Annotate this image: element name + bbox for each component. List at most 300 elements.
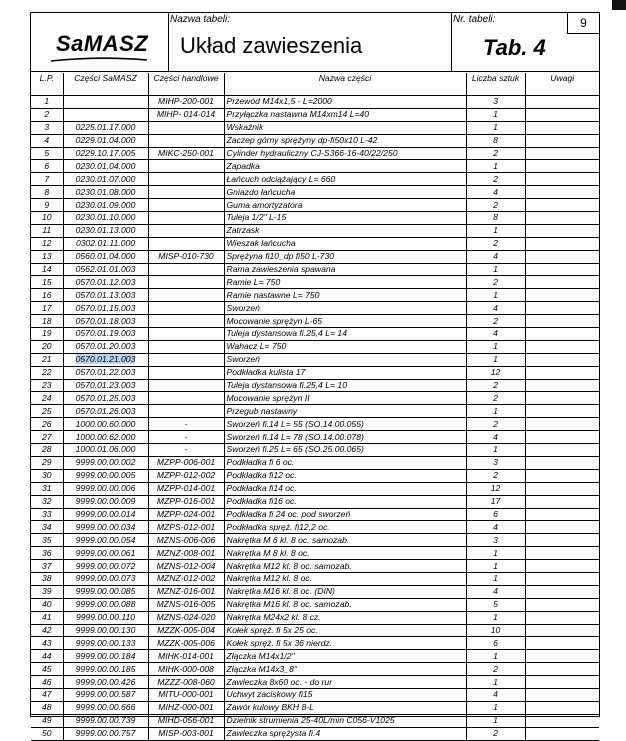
cell-lp: 10: [31, 212, 63, 225]
cell-samasz: 0570.01.20.003: [63, 340, 148, 353]
cell-nazwa: Sworzeń fi.14 L= 78 (SO.14.00.078): [224, 431, 466, 444]
cell-uwagi: [525, 637, 599, 650]
table-name-cell: [168, 13, 452, 71]
table-row: [31, 444, 599, 457]
table-row: [31, 714, 599, 727]
cell-nazwa: Sworzeń fi.14 L= 55 (SO.14.00.055): [224, 418, 466, 431]
cell-samasz: 9999.00.00.185: [63, 663, 148, 676]
table-row: [31, 405, 599, 418]
cell-uwagi: [525, 276, 599, 289]
cell-samasz: 0570.01.26.003: [63, 405, 148, 418]
cell-uwagi: [525, 392, 599, 405]
cell-samasz: 9999.00.00.426: [63, 676, 148, 689]
page-number: 9: [567, 13, 599, 34]
cell-lp: 44: [31, 650, 63, 663]
cell-liczba: 4: [466, 328, 525, 341]
cell-uwagi: [525, 160, 599, 173]
cell-liczba: 17: [466, 495, 525, 508]
cell-nazwa: Zatrzask: [224, 224, 466, 237]
cell-liczba: 2: [466, 173, 525, 186]
cell-handlowe: [148, 315, 224, 328]
cell-handlowe: MZNS-024-020: [148, 611, 224, 624]
cell-liczba: 1: [466, 353, 525, 366]
cell-samasz: [63, 108, 148, 121]
cell-samasz: 0229.10.17.005: [63, 147, 148, 160]
table-row: [31, 212, 599, 225]
col-header-nazwa: Nazwa części: [224, 73, 466, 96]
cell-nazwa: Gniazdo łańcucha: [224, 186, 466, 199]
cell-liczba: 1: [466, 108, 525, 121]
cell-lp: 35: [31, 534, 63, 547]
table-row: [31, 199, 599, 212]
table-row: [31, 121, 599, 134]
cell-samasz: 0230.01.07.000: [63, 173, 148, 186]
table-row: [31, 650, 599, 663]
cell-samasz: 9999.00.00.184: [63, 650, 148, 663]
cell-nazwa: Mocowanie sprężyn II: [224, 392, 466, 405]
cell-uwagi: [525, 598, 599, 611]
cell-liczba: 4: [466, 302, 525, 315]
cell-lp: 28: [31, 444, 63, 457]
cell-liczba: 1: [466, 263, 525, 276]
cell-liczba: 1: [466, 121, 525, 134]
table-row: [31, 186, 599, 199]
cell-liczba: 1: [466, 560, 525, 573]
cell-liczba: 3: [466, 96, 525, 109]
cell-lp: 40: [31, 598, 63, 611]
cell-handlowe: MZPP-016-001: [148, 495, 224, 508]
table-row: [31, 676, 599, 689]
cell-handlowe: [148, 392, 224, 405]
cell-nazwa: Tuleja dystansowa fi.25,4 L= 14: [224, 328, 466, 341]
cell-handlowe: [148, 340, 224, 353]
cell-uwagi: [525, 173, 599, 186]
cell-lp: 5: [31, 147, 63, 160]
cell-handlowe: MITU-000-001: [148, 688, 224, 701]
cell-handlowe: MISP-003-001: [148, 727, 224, 740]
table-header-row: [31, 73, 599, 96]
cell-handlowe: [148, 237, 224, 250]
cell-samasz: 0562.01.01.003: [63, 263, 148, 276]
cell-uwagi: [525, 134, 599, 147]
table-number: Tab. 4: [483, 35, 546, 60]
cell-liczba: 4: [466, 585, 525, 598]
cell-samasz: 0570.01.23.003: [63, 379, 148, 392]
cell-uwagi: [525, 585, 599, 598]
cell-uwagi: [525, 456, 599, 469]
cell-liczba: 1: [466, 701, 525, 714]
table-number-caption: Nr. tabeli:: [453, 14, 496, 25]
cell-samasz: 0570.01.12.003: [63, 276, 148, 289]
cell-samasz: 0229.01.04.000: [63, 134, 148, 147]
cell-samasz: [63, 353, 148, 366]
cell-nazwa: Przyłączka nastawna M14xm14 L=40: [224, 108, 466, 121]
cell-liczba: 4: [466, 250, 525, 263]
cell-uwagi: [525, 508, 599, 521]
cell-handlowe: MZNZ-008-001: [148, 547, 224, 560]
cell-liczba: 1: [466, 650, 525, 663]
cell-uwagi: [525, 444, 599, 457]
cell-lp: 1: [31, 96, 63, 109]
cell-samasz: 0570.01.25.003: [63, 392, 148, 405]
cell-lp: 45: [31, 663, 63, 676]
cell-liczba: 1: [466, 289, 525, 302]
cell-liczba: 2: [466, 237, 525, 250]
cell-uwagi: [525, 96, 599, 109]
cell-lp: 33: [31, 508, 63, 521]
cell-handlowe: MIHP-200-001: [148, 96, 224, 109]
cell-samasz: 0302.01.11.000: [63, 237, 148, 250]
cell-samasz: 9999.00.00.002: [63, 456, 148, 469]
cell-lp: 23: [31, 379, 63, 392]
cell-samasz: 0230.01.09.000: [63, 199, 148, 212]
cell-lp: 16: [31, 289, 63, 302]
table-row: [31, 418, 599, 431]
cell-nazwa: Kołek spręż. fi 5x 25 oc.: [224, 624, 466, 637]
highlighted-part-number: 0570.01.21.003: [75, 354, 136, 365]
table-row: [31, 250, 599, 263]
cell-liczba: 2: [466, 418, 525, 431]
cell-uwagi: [525, 676, 599, 689]
cell-lp: 39: [31, 585, 63, 598]
cell-handlowe: MIHK-014-001: [148, 650, 224, 663]
cell-samasz: 0570.01.19.003: [63, 328, 148, 341]
table-name-caption: Nazwa tabeli:: [170, 14, 231, 25]
cell-liczba: 2: [466, 392, 525, 405]
cell-lp: 8: [31, 186, 63, 199]
cell-samasz: 0570.01.22.003: [63, 366, 148, 379]
cell-samasz: 9999.00.00.005: [63, 469, 148, 482]
cell-liczba: 1: [466, 405, 525, 418]
cell-lp: 25: [31, 405, 63, 418]
cell-nazwa: Guma amortyzatora: [224, 199, 466, 212]
table-row: [31, 134, 599, 147]
table-row: [31, 263, 599, 276]
cell-samasz: 9999.00.00.757: [63, 727, 148, 740]
cell-samasz: 1000.00.62.000: [63, 431, 148, 444]
cell-uwagi: [525, 289, 599, 302]
cell-handlowe: [148, 276, 224, 289]
cell-lp: 11: [31, 224, 63, 237]
cell-lp: 4: [31, 134, 63, 147]
cell-handlowe: MZNZ-016-001: [148, 585, 224, 598]
table-row: [31, 572, 599, 585]
cell-liczba: 8: [466, 134, 525, 147]
cell-liczba: 4: [466, 431, 525, 444]
cell-liczba: 2: [466, 199, 525, 212]
cell-nazwa: Nakrętka M12 kl. 8 oc.: [224, 572, 466, 585]
cell-nazwa: Uchwyt zaciskowy fi15: [224, 688, 466, 701]
cell-samasz: [63, 96, 148, 109]
cell-uwagi: [525, 482, 599, 495]
cell-handlowe: MZNS-016-005: [148, 598, 224, 611]
table-row: [31, 560, 599, 573]
cell-nazwa: Podkładka fi14 oc.: [224, 482, 466, 495]
table-row: [31, 147, 599, 160]
cell-handlowe: [148, 263, 224, 276]
table-row: [31, 482, 599, 495]
cell-lp: 13: [31, 250, 63, 263]
cell-samasz: 9999.00.00.587: [63, 688, 148, 701]
cell-lp: 21: [31, 353, 63, 366]
cell-samasz: 9999.00.00.034: [63, 521, 148, 534]
cell-liczba: 2: [466, 663, 525, 676]
cell-lp: 17: [31, 302, 63, 315]
cell-lp: 37: [31, 560, 63, 573]
cell-handlowe: [148, 224, 224, 237]
cell-nazwa: Nakrętka M16 kl. 8 oc. samozab.: [224, 598, 466, 611]
cell-handlowe: MZZK-005-004: [148, 624, 224, 637]
cell-samasz: 0570.01.15.003: [63, 302, 148, 315]
cell-liczba: 6: [466, 508, 525, 521]
cell-uwagi: [525, 199, 599, 212]
cell-uwagi: [525, 108, 599, 121]
cell-samasz: 9999.00.00.133: [63, 637, 148, 650]
table-body: [31, 96, 599, 741]
cell-handlowe: MIKC-250-001: [148, 147, 224, 160]
cell-samasz: 0570.01.13.003: [63, 289, 148, 302]
cell-handlowe: [148, 186, 224, 199]
cell-liczba: 1: [466, 444, 525, 457]
cell-handlowe: MZPP-024-001: [148, 508, 224, 521]
cell-uwagi: [525, 521, 599, 534]
cell-handlowe: [148, 134, 224, 147]
cell-nazwa: Podkładka fi 6 oc.: [224, 456, 466, 469]
table-row: [31, 585, 599, 598]
table-row: [31, 340, 599, 353]
cell-handlowe: MIHK-000-008: [148, 663, 224, 676]
cell-uwagi: [525, 186, 599, 199]
col-header-uwagi: Uwagi: [525, 73, 599, 96]
cell-handlowe: [148, 121, 224, 134]
cell-uwagi: [525, 624, 599, 637]
table-row: [31, 353, 599, 366]
cell-uwagi: [525, 418, 599, 431]
table-row: [31, 611, 599, 624]
cell-nazwa: Przegub nastawny: [224, 405, 466, 418]
cell-liczba: 12: [466, 482, 525, 495]
cell-samasz: 9999.00.00.061: [63, 547, 148, 560]
cell-nazwa: Wskaźnik: [224, 121, 466, 134]
cell-lp: 38: [31, 572, 63, 585]
cell-handlowe: MZZZ-008-060: [148, 676, 224, 689]
cell-liczba: 2: [466, 727, 525, 740]
table-row: [31, 637, 599, 650]
cell-handlowe: MZPP-006-001: [148, 456, 224, 469]
col-header-samasz: Części SaMASZ: [63, 73, 148, 96]
cell-lp: 49: [31, 714, 63, 727]
cell-uwagi: [525, 302, 599, 315]
cell-uwagi: [525, 250, 599, 263]
cell-nazwa: Podkładka fi12 oc.: [224, 469, 466, 482]
col-header-liczba: Liczba sztuk: [466, 73, 525, 96]
cell-lp: 22: [31, 366, 63, 379]
cell-liczba: 1: [466, 572, 525, 585]
cell-nazwa: Złączka M14x1/2": [224, 650, 466, 663]
cell-samasz: 9999.00.00.009: [63, 495, 148, 508]
cell-liczba: 1: [466, 224, 525, 237]
cell-nazwa: Łańcuch odciążający L= 660: [224, 173, 466, 186]
cell-samasz: 1000.00.60.000: [63, 418, 148, 431]
table-row: [31, 431, 599, 444]
cell-lp: 19: [31, 328, 63, 341]
cell-samasz: 0230.01.08.000: [63, 186, 148, 199]
cell-uwagi: [525, 572, 599, 585]
cell-liczba: 8: [466, 212, 525, 225]
cell-nazwa: Podkładka spręż. fi12,2 oc.: [224, 521, 466, 534]
cell-liczba: 2: [466, 469, 525, 482]
cell-nazwa: Sprężyna fi10_dp fi50 L-730: [224, 250, 466, 263]
table-row: [31, 495, 599, 508]
cell-samasz: 9999.00.00.088: [63, 598, 148, 611]
cell-uwagi: [525, 611, 599, 624]
cell-uwagi: [525, 353, 599, 366]
cell-handlowe: MZNZ-012-002: [148, 572, 224, 585]
table-row: [31, 366, 599, 379]
cell-lp: 12: [31, 237, 63, 250]
cell-samasz: 9999.00.00.014: [63, 508, 148, 521]
cell-samasz: 1000.01.06.000: [63, 444, 148, 457]
cell-handlowe: MZZK-005-006: [148, 637, 224, 650]
cell-uwagi: [525, 650, 599, 663]
table-row: [31, 469, 599, 482]
table-row: [31, 508, 599, 521]
cell-liczba: 4: [466, 688, 525, 701]
cell-handlowe: [148, 212, 224, 225]
cell-nazwa: Wieszak łańcucha: [224, 237, 466, 250]
cell-nazwa: Nakrętka M 6 kl. 8 oc. samozab.: [224, 534, 466, 547]
cell-handlowe: MIHD-056-001: [148, 714, 224, 727]
cell-lp: 50: [31, 727, 63, 740]
cell-liczba: 1: [466, 676, 525, 689]
cell-lp: 24: [31, 392, 63, 405]
cell-uwagi: [525, 714, 599, 727]
cell-nazwa: Zaczep górny sprężyny dp-fi50x10 L-42: [224, 134, 466, 147]
cell-uwagi: [525, 379, 599, 392]
cell-liczba: 1: [466, 547, 525, 560]
cell-lp: 48: [31, 701, 63, 714]
table-row: [31, 379, 599, 392]
cell-handlowe: [148, 199, 224, 212]
cell-samasz: 9999.00.00.739: [63, 714, 148, 727]
cell-nazwa: Nakrętka M 8 kl. 8 oc.: [224, 547, 466, 560]
cell-nazwa: Zawór kulowy BKH 8-L: [224, 701, 466, 714]
cell-uwagi: [525, 224, 599, 237]
cell-nazwa: Sworzeń: [224, 353, 466, 366]
cell-handlowe: [148, 379, 224, 392]
cell-nazwa: Przewód M14x1,5 - L=2000: [224, 96, 466, 109]
cell-nazwa: Zapadka: [224, 160, 466, 173]
cell-nazwa: Mocowanie sprężyn L-65: [224, 315, 466, 328]
table-row: [31, 160, 599, 173]
cell-lp: 32: [31, 495, 63, 508]
cell-nazwa: Zawleczka sprężysta fi.4: [224, 727, 466, 740]
cell-lp: 31: [31, 482, 63, 495]
table-number-cell: [451, 13, 599, 71]
cell-nazwa: Kołek spręż. fi 5x 36 nierdz.: [224, 637, 466, 650]
cell-uwagi: [525, 263, 599, 276]
cell-handlowe: [148, 405, 224, 418]
cell-lp: 14: [31, 263, 63, 276]
cell-uwagi: [525, 212, 599, 225]
cell-uwagi: [525, 560, 599, 573]
col-header-handlowe: Części handlowe: [148, 73, 224, 96]
cell-nazwa: Nakrętka M24x2 kl. 8 cz.: [224, 611, 466, 624]
table-row: [31, 688, 599, 701]
cell-handlowe: [148, 289, 224, 302]
cell-uwagi: [525, 121, 599, 134]
cell-liczba: 4: [466, 186, 525, 199]
cell-lp: 47: [31, 688, 63, 701]
cell-liczba: 3: [466, 534, 525, 547]
table-row: [31, 521, 599, 534]
cell-nazwa: Podkładka fi16 oc.: [224, 495, 466, 508]
table-row: [31, 289, 599, 302]
cell-handlowe: MZNS-012-004: [148, 560, 224, 573]
table-row: [31, 108, 599, 121]
cell-nazwa: Sworzeń: [224, 302, 466, 315]
cell-nazwa: Tuleja dystansowa fi.25,4 L= 10: [224, 379, 466, 392]
cell-liczba: 1: [466, 160, 525, 173]
logo-cell: [31, 13, 169, 71]
cell-uwagi: [525, 366, 599, 379]
cell-liczba: 2: [466, 379, 525, 392]
cell-handlowe: MISP-010-730: [148, 250, 224, 263]
corner-mark: [612, 0, 626, 10]
cell-nazwa: Podkładka kulista 17: [224, 366, 466, 379]
cell-handlowe: MZPP-012-002: [148, 469, 224, 482]
cell-samasz: 9999.00.00.110: [63, 611, 148, 624]
cell-samasz: 9999.00.00.073: [63, 572, 148, 585]
cell-lp: 42: [31, 624, 63, 637]
cell-nazwa: Sworzeń fi.25 L= 65 (SO.25.00.065): [224, 444, 466, 457]
cell-liczba: 2: [466, 276, 525, 289]
cell-samasz: 9999.00.00.072: [63, 560, 148, 573]
cell-nazwa: Złączka M14x3_8": [224, 663, 466, 676]
table-row: [31, 701, 599, 714]
table-row: [31, 456, 599, 469]
cell-lp: 36: [31, 547, 63, 560]
cell-uwagi: [525, 495, 599, 508]
logo-swoosh-icon: [49, 57, 149, 63]
table-row: [31, 663, 599, 676]
cell-uwagi: [525, 431, 599, 444]
cell-samasz: 9999.00.00.054: [63, 534, 148, 547]
table-row: [31, 315, 599, 328]
cell-samasz: 0230.01.04.000: [63, 160, 148, 173]
table-row: [31, 237, 599, 250]
cell-lp: 2: [31, 108, 63, 121]
cell-liczba: 10: [466, 624, 525, 637]
table-row: [31, 173, 599, 186]
table-row: [31, 302, 599, 315]
cell-lp: 15: [31, 276, 63, 289]
cell-samasz: 9999.00.00.666: [63, 701, 148, 714]
cell-nazwa: Ramie nastawne L= 750: [224, 289, 466, 302]
cell-uwagi: [525, 727, 599, 740]
cell-nazwa: Podkładka fi 24 oc. pod sworzeń: [224, 508, 466, 521]
cell-lp: 27: [31, 431, 63, 444]
cell-liczba: 4: [466, 521, 525, 534]
cell-nazwa: Dzielnik strumienia 25-40L/min C056-V1025: [224, 714, 466, 727]
cell-handlowe: -: [148, 444, 224, 457]
cell-handlowe: MIHZ-000-001: [148, 701, 224, 714]
cell-lp: 9: [31, 199, 63, 212]
cell-liczba: 3: [466, 456, 525, 469]
cell-lp: 34: [31, 521, 63, 534]
table-row: [31, 96, 599, 109]
cell-handlowe: MZPS-012-001: [148, 521, 224, 534]
